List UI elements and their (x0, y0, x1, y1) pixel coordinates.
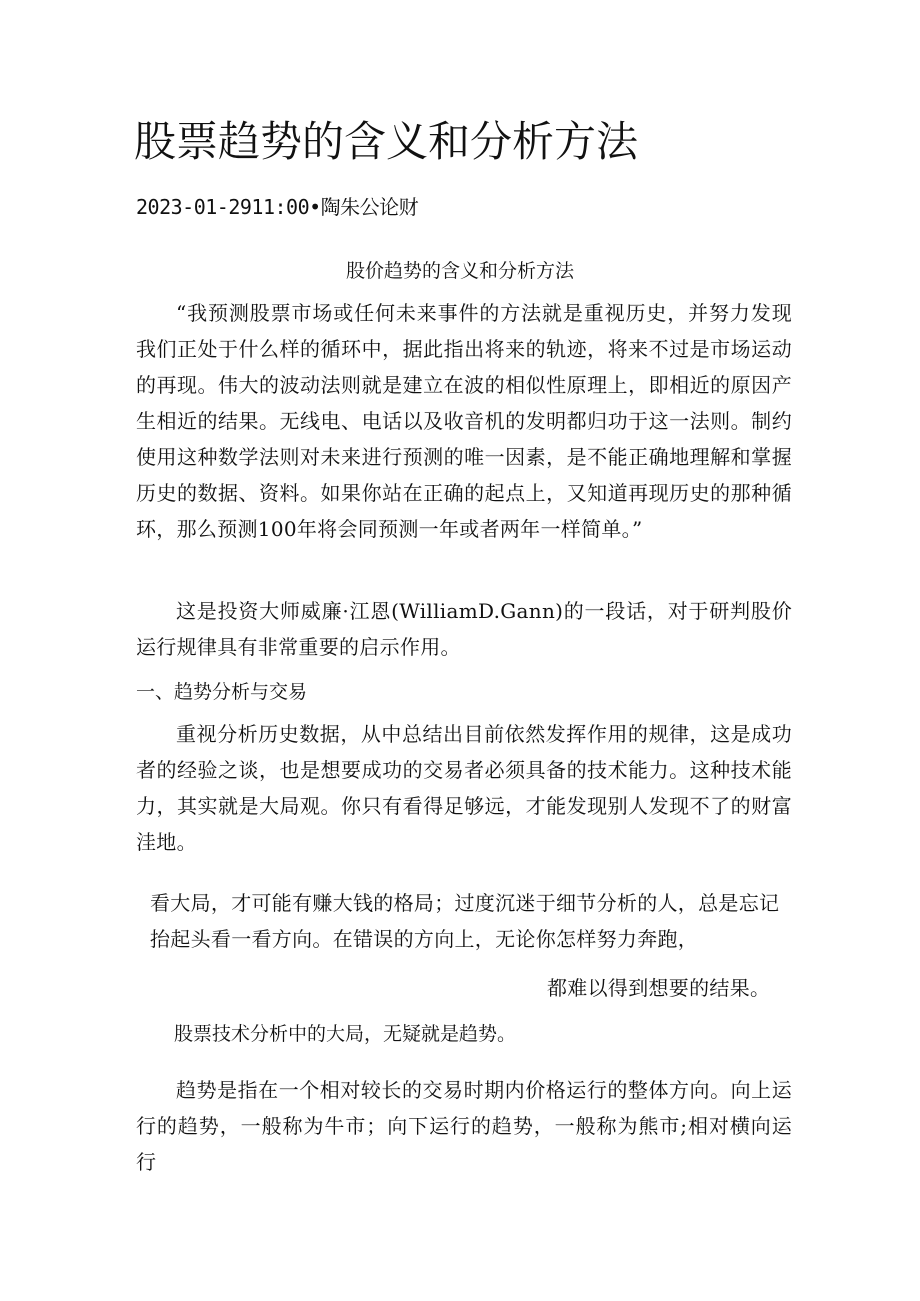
page-title: 股票趋势的含义和分析方法 (134, 117, 639, 166)
article-subtitle: 股价趋势的含义和分析方法 (345, 260, 574, 282)
body-paragraph: 看大局，才可能有赚大钱的格局；过度沉迷于细节分析的人，总是忘记抬起头看一看方向。在错误的方向上，无论你怎样努力奔跑， (150, 891, 780, 951)
quote-paragraph: “我预测股票市场或任何未来事件的方法就是重视历史，并努力发现我们正处于什么样的循环中，据此指出将来的轨迹，将来不过是市场运动的再现。伟大的波动法则就是建立在波的相似性原理上，即相近的原因产生相近的结果。无线电、电话以及收音机的发明都归功于这一法则。制约使用这种数学法则对未来进行预测的唯一因素，是不能正确地理解和掌握历史的数据、资料。如果你站在正确的起点上，又知道再现历史的那种循环，那么预测100年将会同预测一年或者两年一样简单。” (136, 301, 792, 541)
body-paragraph-continuation: 都难以得到想要的结果。 (547, 976, 771, 1000)
body-paragraph: 股票技术分析中的大局，无疑就是趋势。 (174, 1023, 517, 1045)
body-paragraph: 重视分析历史数据，从中总结出目前依然发挥作用的规律，这是成功者的经验之谈，也是想要成功的交易者必须具备的技术能力。这种技术能力，其实就是大局观。你只有看得足够远，才能发现别人发现不了的财富洼地。 (136, 722, 792, 854)
section-heading: 一、趋势分析与交易 (136, 681, 308, 703)
attribution-paragraph: 这是投资大师威廉·江恩(WilliamD.Gann)的一段话，对于研判股价运行规律具有非常重要的启示作用。 (136, 599, 792, 659)
body-paragraph: 趋势是指在一个相对较长的交易时期内价格运行的整体方向。向上运行的趋势，一般称为牛市；向下运行的趋势，一般称为熊市;相对横向运行 (136, 1078, 792, 1174)
publish-meta: 2023-01-2911:00•陶朱公论财 (136, 195, 419, 219)
